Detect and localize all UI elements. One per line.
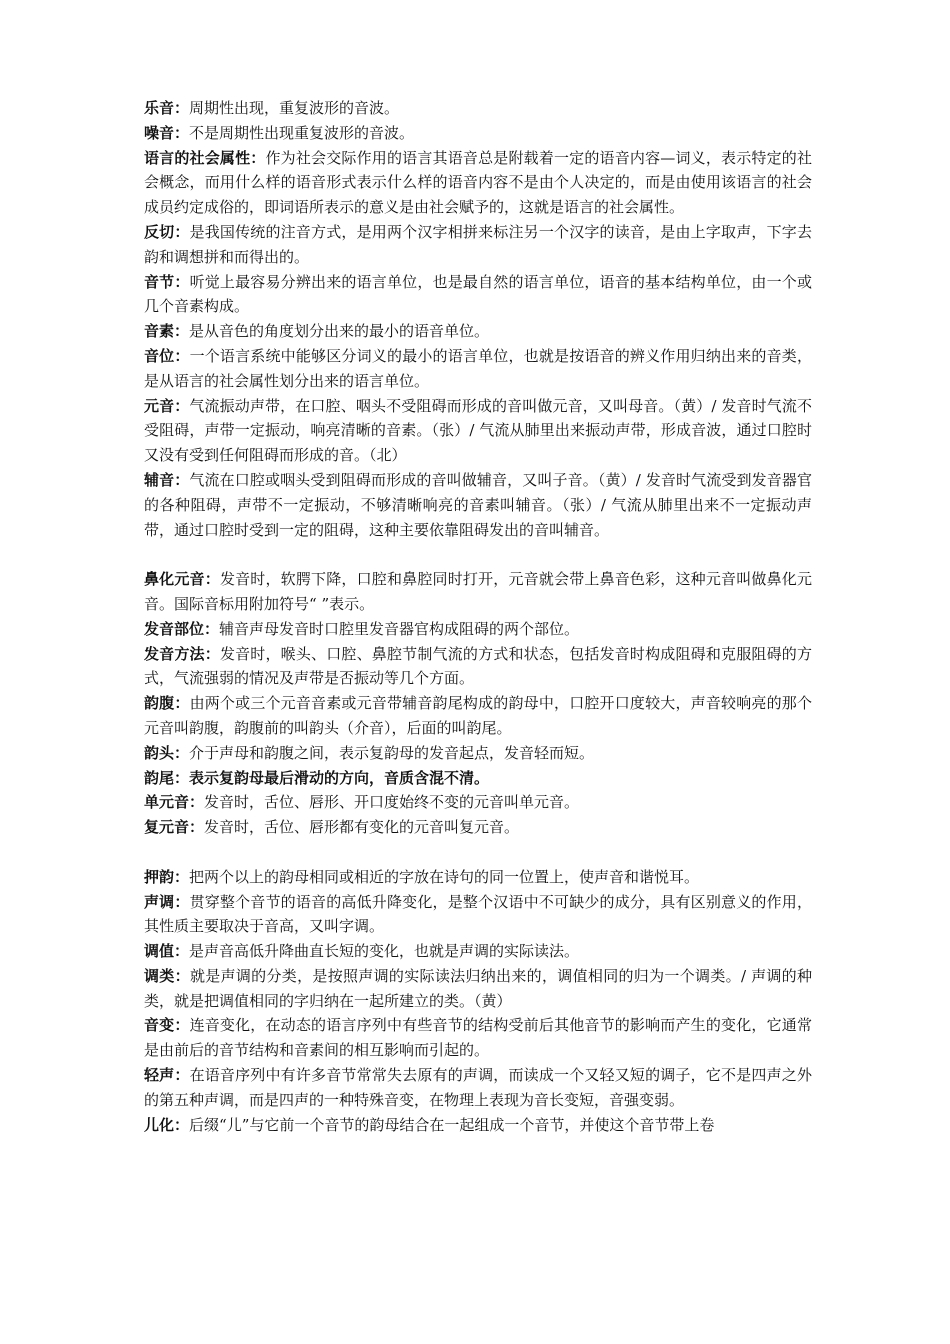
term-colon: ： [174,222,190,241]
entry-yayun [144,865,812,890]
term: 噪音 [144,123,175,142]
entry-yinwei [144,344,812,394]
term-colon: ： [174,1115,190,1134]
entry-diaozhi [144,939,812,964]
entry-erhua [144,1113,812,1138]
term: 韵尾 [144,768,175,787]
term-colon: ： [174,768,190,787]
term: 鼻化元音 [144,570,205,589]
definition: 气流振动声带，在口腔、咽头不受阻碍而形成的音叫做元音，又叫母音。（黄）/ 发音时气流不受阻碍，声带一定振动，响亮清晰的音素。（张）/ 气流从肺里出来振动声带，形成音波，通过口腔时又没有受到任何阻碍而形成的音。（北） [144,396,812,465]
term-colon: ： [204,644,220,663]
entry-fanqie [144,220,812,270]
term-colon: ： [250,148,266,167]
definition: 作为社会交际作用的语言其语音总是附载着一定的语音内容—词义，表示特定的社会概念，而用什么样的语音形式表示什么样的语音内容不是由个人决定的，而是由使用该语言的社会成员约定成俗的，即词语所表示的意义是由社会赋予的，这就是语言的社会属性。 [144,148,812,217]
definition: 介于声母和韵腹之间，表示复韵母的发音起点，发音轻而短。 [189,743,595,762]
entry-fu-yuanyin [144,815,812,840]
term: 音变 [144,1016,175,1035]
term-colon: ： [174,867,190,886]
term: 轻声 [144,1066,175,1085]
term: 儿化 [144,1115,175,1134]
entry-zaoyin [144,121,812,146]
term: 韵头 [144,743,175,762]
term-colon: ： [174,892,190,911]
term: 元音 [144,396,175,415]
term-colon: ： [174,272,190,291]
definition: 发音时，舌位、唇形都有变化的元音叫复元音。 [204,818,520,837]
term-colon: ： [189,818,205,837]
entry-shengdiao [144,890,812,940]
definition: 一个语言系统中能够区分词义的最小的语言单位，也就是按语音的辨义作用归纳出来的音类，是从语言的社会属性划分出来的语言单位。 [144,346,812,390]
term-colon: ： [174,743,190,762]
term: 发音方法 [144,644,205,663]
section-gap [144,542,812,567]
entry-fayin-buwei [144,617,812,642]
definition: 后缀“儿”与它前一个音节的韵母结合在一起组成一个音节，并使这个音节带上卷 [189,1115,715,1134]
term-colon: ： [204,619,220,638]
document-body [144,96,812,1137]
term-colon: ： [174,1066,190,1085]
definition: 在语音序列中有许多音节常常失去原有的声调，而读成一个又轻又短的调子，它不是四声之外的第五种声调，而是四声的一种特殊音变，在物理上表现为音长变短，音强变弱。 [144,1066,812,1109]
entry-shehui-shuxing [144,146,812,220]
entry-yuanyin [144,394,812,468]
term: 反切 [144,222,175,241]
entry-yuntou [144,741,812,766]
definition: 贯穿整个音节的语音的高低升降变化，是整个汉语中不可缺少的成分，具有区别意义的作用，其性质主要取决于音高，又叫字调。 [144,892,812,936]
term-colon: ： [174,966,190,985]
term-colon: ： [174,694,190,713]
definition: 听觉上最容易分辨出来的语言单位，也是最自然的语言单位，语音的基本结构单位，由一个或几个音素构成。 [144,272,812,316]
term: 音位 [144,346,175,365]
term-colon: ： [174,99,190,117]
term-colon: ： [174,123,190,142]
definition: 是从音色的角度划分出来的最小的语音单位。 [189,322,490,341]
definition: 连音变化，在动态的语言序列中有些音节的结构受前后其他音节的影响而产生的变化，它通常是由前后的音节结构和音素间的相互影响而引起的。 [144,1016,812,1060]
term-colon: ： [174,470,190,489]
definition: 发音时，软腭下降，口腔和鼻腔同时打开，元音就会带上鼻音色彩，这种元音叫做鼻化元音。国际音标用附加符号“ ”表示。 [144,570,812,613]
term: 调类 [144,966,175,985]
term: 语言的社会属性 [144,148,251,167]
entry-dan-yuanyin [144,790,812,815]
definition: 气流在口腔或咽头受到阻碍而形成的音叫做辅音，又叫子音。（黄）/ 发音时气流受到发音器官的各种阻碍，声带不一定振动，不够清晰响亮的音素叫辅音。（张）/ 气流从肺里出来不一定振动声带，通过口腔时受到一定的阻碍，这种主要依靠阻碍发出的音叫辅音。 [144,470,812,539]
term-colon: ： [174,396,190,415]
definition: 由两个或三个元音音素或元音带辅音韵尾构成的韵母中，口腔开口度较大，声音较响亮的那个元音叫韵腹，韵腹前的叫韵头（介音），后面的叫韵尾。 [144,694,812,737]
definition: 发音时，喉头、口腔、鼻腔节制气流的方式和状态，包括发音时构成阻碍和克服阻碍的方式，气流强弱的情况及声带是否振动等几个方面。 [144,644,812,688]
entry-yunfu [144,691,812,741]
section-gap [144,840,812,865]
term: 韵腹 [144,694,175,713]
definition: 表示复韵母最后滑动的方向，音质含混不清。 [189,768,490,787]
term: 单元音 [144,793,190,812]
term: 押韵 [144,867,175,886]
term: 乐音 [144,99,175,117]
entry-yinsu [144,319,812,344]
term-colon: ： [174,942,190,961]
term: 辅音 [144,470,175,489]
definition: 是声音高低升降曲直长短的变化，也就是声调的实际读法。 [189,942,580,961]
entry-fayin-fangfa [144,642,812,692]
definition: 发音时，舌位、唇形、开口度始终不变的元音叫单元音。 [204,793,580,812]
term: 调值 [144,942,175,961]
definition: 周期性出现，重复波形的音波。 [189,99,400,117]
term: 音节 [144,272,175,291]
entry-yinbian [144,1013,812,1063]
entry-yueyin [144,96,812,121]
entry-bihua-yuanyin [144,567,812,617]
definition: 把两个以上的韵母相同或相近的字放在诗句的同一位置上，使声音和谐悦耳。 [189,867,700,886]
term-colon: ： [174,346,190,365]
definition: 辅音声母发音时口腔里发音器官构成阻碍的两个部位。 [219,619,580,638]
entry-diaolei [144,964,812,1014]
term: 声调 [144,892,175,911]
definition: 不是周期性出现重复波形的音波。 [189,123,415,142]
term-colon: ： [189,793,205,812]
definition: 就是声调的分类，是按照声调的实际读法归纳出来的，调值相同的归为一个调类。/ 声调的种类，就是把调值相同的字归纳在一起所建立的类。（黄） [144,966,812,1010]
entry-yunwei [144,766,812,791]
term-colon: ： [204,570,220,589]
entry-qingsheng [144,1063,812,1113]
term: 发音部位 [144,619,205,638]
definition: 是我国传统的注音方式，是用两个汉字相拼来标注另一个汉字的读音，是由上字取声，下字去韵和调想拼和而得出的。 [144,222,812,266]
term-colon: ： [174,322,190,341]
term: 音素 [144,322,175,341]
term-colon: ： [174,1016,190,1035]
term: 复元音 [144,818,190,837]
entry-fuyin [144,468,812,542]
entry-yinjie [144,270,812,320]
